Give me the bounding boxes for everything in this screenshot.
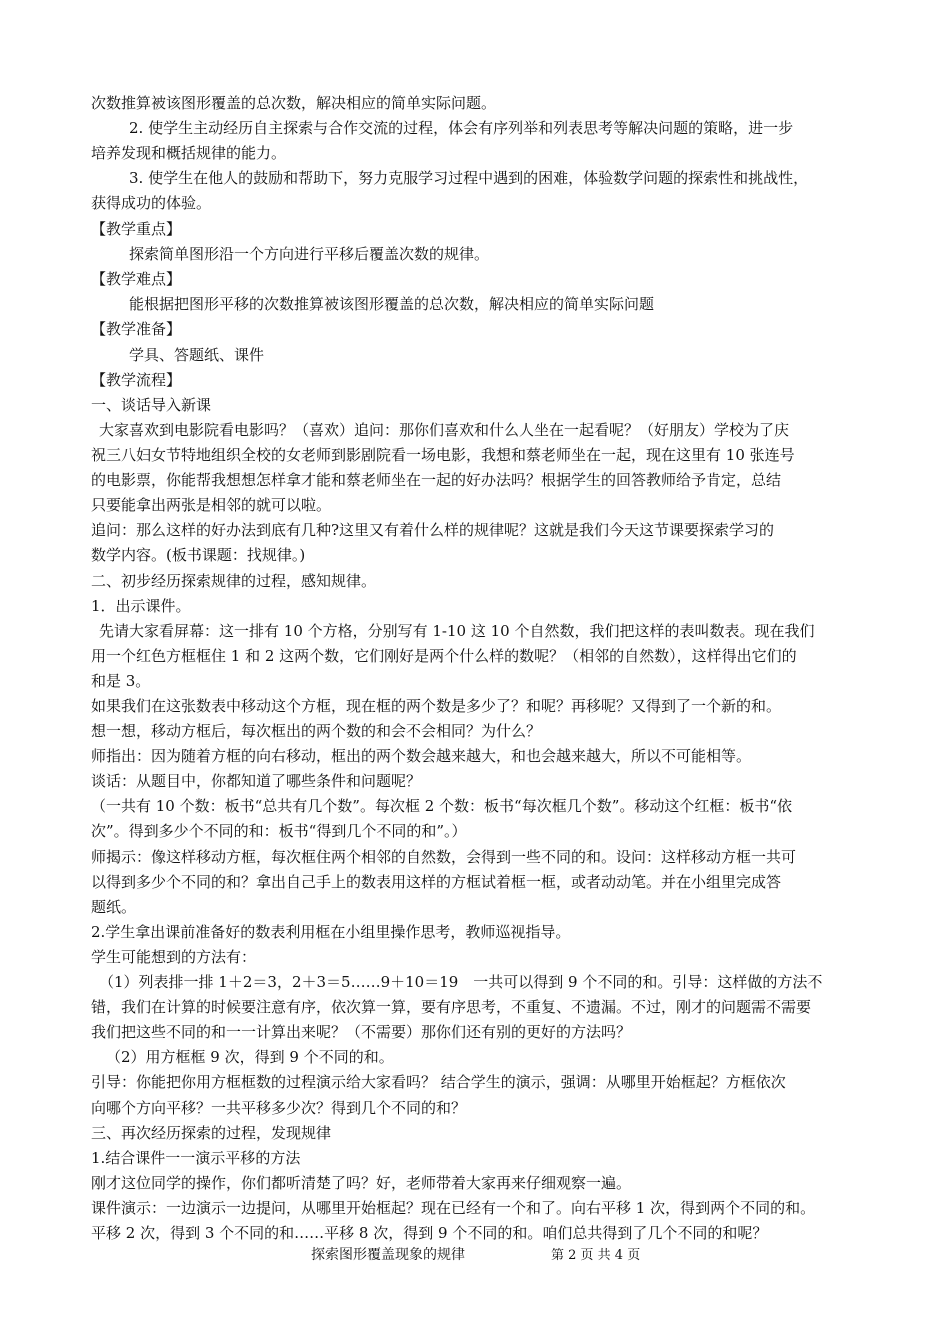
text-line: 先请大家看屏幕：这一排有 10 个方格，分别写有 1-10 这 10 个自然数，我们把这样的表叫数表。现在我们 (99, 622, 815, 640)
text-line: 培养发现和概括规律的能力。 (91, 144, 287, 162)
text-line: 数学内容。(板书课题：找规律。) (91, 546, 306, 564)
text-line: 想一想，移动方框后，每次框出的两个数的和会不会相同？为什么？ (91, 722, 542, 740)
text-line: 次”。得到多少个不同的和：板书“得到几个不同的和”。） (91, 822, 467, 840)
text-line: 【教学重点】 (91, 220, 182, 238)
text-line: 大家喜欢到电影院看电影吗？（喜欢）追问：那你们喜欢和什么人坐在一起看呢？（好朋友）学校为了庆 (99, 421, 790, 439)
text-line: 学生可能想到的方法有： (91, 948, 257, 966)
text-line: 师揭示：像这样移动方框，每次框住两个相邻的自然数，会得到一些不同的和。设问：这样移动方框一共可 (91, 848, 797, 866)
text-line: 【教学难点】 (91, 270, 182, 288)
text-line: 谈话：从题目中，你都知道了哪些条件和问题呢？ (91, 772, 422, 790)
text-line: （2）用方框框 9 次，得到 9 个不同的和。 (106, 1048, 394, 1066)
text-line: 只要能拿出两张是相邻的就可以啦。 (91, 496, 332, 514)
text-line: 向哪个方向平移？一共平移多少次？得到几个不同的和？ (91, 1099, 467, 1117)
text-line: 课件演示：一边演示一边提问，从哪里开始框起？现在已经有一个和了。向右平移 1 次，得到两个不同的和。 (91, 1199, 816, 1217)
text-line: 和是 3。 (91, 672, 151, 690)
text-line: 二、初步经历探索规律的过程，感知规律。 (91, 572, 377, 590)
text-line: 次数推算被该图形覆盖的总次数，解决相应的简单实际问题。 (91, 94, 497, 112)
text-line: 【教学流程】 (91, 371, 182, 389)
text-line: 能根据把图形平移的次数推算被该图形覆盖的总次数，解决相应的简单实际问题 (129, 295, 655, 313)
text-line: 三、再次经历探索的过程，发现规律 (91, 1124, 332, 1142)
text-line: （1）列表排一排 1＋2＝3，2＋3＝5……9＋10＝19 一共可以得到 9 个不同的和。引导：这样做的方法不 (99, 973, 823, 991)
footer-title: 探索图形覆盖现象的规律 (311, 1247, 465, 1263)
text-line: （一共有 10 个数：板书“总共有几个数”。每次框 2 个数：板书“每次框几个数”。移动这个红框：板书“依 (91, 797, 793, 815)
text-line: 以得到多少个不同的和？拿出自己手上的数表用这样的方框试着框一框，或者动动笔。并在小组里完成答 (91, 873, 782, 891)
text-line: 学具、答题纸、课件 (129, 346, 265, 364)
text-line: 的电影票，你能帮我想想怎样拿才能和蔡老师坐在一起的好办法吗？根据学生的回答教师给予肯定，总结 (91, 471, 782, 489)
page-footer (0, 1244, 950, 1266)
text-line: 刚才这位同学的操作，你们都听清楚了吗？好，老师带着大家再来仔细观察一遍。 (91, 1174, 632, 1192)
page-number: 第 2 页 共 4 页 (551, 1248, 641, 1263)
text-line: 探索简单图形沿一个方向进行平移后覆盖次数的规律。 (129, 245, 490, 263)
text-line: 追问：那么这样的好办法到底有几种?这里又有着什么样的规律呢？这就是我们今天这节课要探索学习的 (91, 521, 775, 539)
text-line: 祝三八妇女节特地组织全校的女老师到影剧院看一场电影，我想和蔡老师坐在一起，现在这里有 10 张连号 (91, 446, 795, 464)
text-line: 引导：你能把你用方框框数的过程演示给大家看吗？ 结合学生的演示，强调：从哪里开始框起？方框依次 (91, 1073, 786, 1091)
text-line: 3. 使学生在他人的鼓励和帮助下，努力克服学习过程中遇到的困难，体验数学问题的探索性和挑战性， (129, 169, 809, 187)
text-line: 【教学准备】 (91, 320, 182, 338)
text-line: 用一个红色方框框住 1 和 2 这两个数，它们刚好是两个什么样的数呢？（相邻的自然数），这样得出它们的 (91, 647, 797, 665)
text-line: 题纸。 (91, 898, 137, 916)
text-line: 如果我们在这张数表中移动这个方框，现在框的两个数是多少了？和呢？再移呢？又得到了一个新的和。 (91, 697, 782, 715)
text-line: 平移 2 次，得到 3 个不同的和……平移 8 次，得到 9 个不同的和。咱们总共得到了几个不同的和呢？ (91, 1224, 768, 1242)
text-line: 错，我们在计算的时候要注意有序，依次算一算，要有序思考，不重复、不遗漏。不过，刚才的问题需不需要 (91, 998, 812, 1016)
text-line: 获得成功的体验。 (91, 194, 212, 212)
text-line: 一、谈话导入新课 (91, 396, 212, 414)
text-line: 1.结合课件一一演示平移的方法 (91, 1149, 301, 1167)
text-line: 师指出：因为随着方框的向右移动，框出的两个数会越来越大，和也会越来越大，所以不可能相等。 (91, 747, 752, 765)
text-line: 2.学生拿出课前准备好的数表利用框在小组里操作思考，教师巡视指导。 (91, 923, 571, 941)
text-line: 1．出示课件。 (91, 597, 191, 615)
text-line: 2. 使学生主动经历自主探索与合作交流的过程，体会有序列举和列表思考等解决问题的策略，进一步 (129, 119, 794, 137)
text-line: 我们把这些不同的和一一计算出来呢？（不需要）那你们还有别的更好的方法吗？ (91, 1023, 632, 1041)
